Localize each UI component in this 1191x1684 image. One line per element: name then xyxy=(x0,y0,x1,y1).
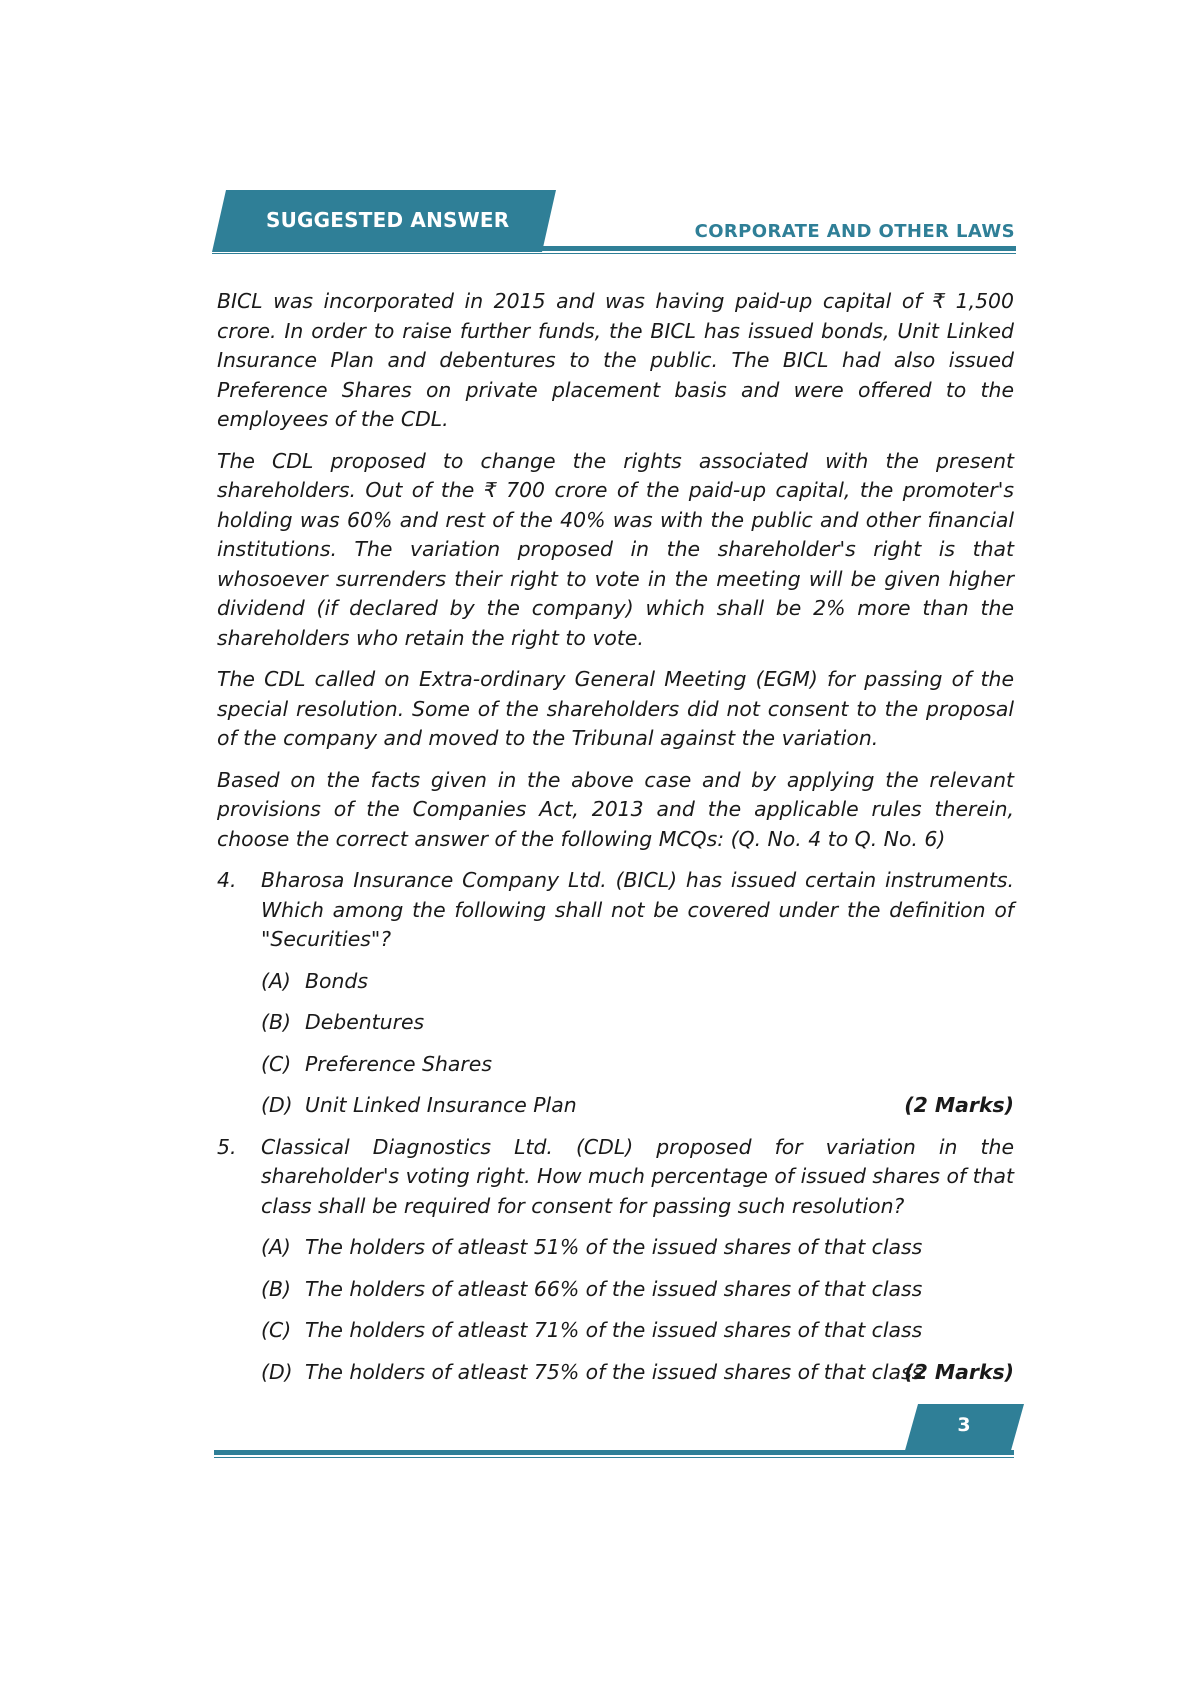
header-rule-thick xyxy=(540,246,1016,251)
case-paragraph-3: The CDL called on Extra-ordinary General Meeting (EGM) for passing of the special resolution. Some of the shareholders did not consent to the proposal of the company and moved to the Tribunal against the variation. xyxy=(217,667,1014,750)
option-label: (D) xyxy=(261,1093,293,1117)
question-4-option-c xyxy=(217,1050,1014,1080)
option-text: The holders of atleast 71% of the issued shares of that class xyxy=(305,1318,923,1342)
question-4-option-a xyxy=(217,967,1014,997)
footer-rule-thin xyxy=(214,1457,1014,1458)
option-text: The holders of atleast 66% of the issued shares of that class xyxy=(305,1276,923,1301)
option-text: Bonds xyxy=(305,968,368,993)
case-paragraph-1: BICL was incorporated in 2015 and was having paid-up capital of ₹ 1,500 crore. In order to raise further funds, the BICL has issued bonds, Unit Linked Insurance Plan and debentures to the public. The BICL had also issued Preference Shares on private placement basis and were offered to the employees of the CDL. xyxy=(217,289,1014,431)
page-number: 3 xyxy=(957,1414,971,1436)
question-5-option-d xyxy=(217,1358,1014,1388)
option-text: The holders of atleast 51% of the issued shares of that class xyxy=(305,1235,923,1259)
question-number: 4. xyxy=(217,868,237,892)
question-number: 5. xyxy=(217,1134,237,1159)
case-paragraph-4: Based on the facts given in the above case and by applying the relevant provisions of the Companies Act, 2013 and the applicable rules therein, choose the correct answer of the following MCQs: (Q. No. 4 to Q. No. 6) xyxy=(217,767,1014,851)
header-rule-thin xyxy=(212,253,1016,254)
header-right-title: CORPORATE AND OTHER LAWS xyxy=(694,221,1015,242)
option-text: Unit Linked Insurance Plan xyxy=(305,1093,577,1117)
question-text: Bharosa Insurance Company Ltd. (BICL) has issued certain instruments. Which among the following shall not be covered under the definition of "Securities"? xyxy=(261,868,1014,951)
option-text: Debentures xyxy=(305,1010,425,1034)
question-5 xyxy=(217,1133,1014,1222)
case-paragraph-2: The CDL proposed to change the rights associated with the present shareholders. Out of the ₹ 700 crore of the paid-up capital, the promoter's holding was 60% and rest of the 40% was with the public and other financial institutions. The variation proposed in the shareholder's right is that whosoever surrenders their right to vote in the meeting will be given higher dividend (if declared by the company) which shall be 2% more than the shareholders who retain the right to vote. xyxy=(217,448,1014,650)
option-label: (D) xyxy=(261,1359,293,1384)
option-label: (C) xyxy=(261,1318,292,1342)
question-5-option-c xyxy=(217,1316,1014,1346)
header-left-title: SUGGESTED ANSWER xyxy=(266,208,510,232)
document-body xyxy=(217,287,1014,1399)
question-5-option-a xyxy=(217,1233,1014,1263)
question-4 xyxy=(217,866,1014,955)
option-text: Preference Shares xyxy=(305,1051,492,1076)
option-label: (C) xyxy=(261,1051,292,1076)
question-4-option-b xyxy=(217,1008,1014,1038)
option-label: (B) xyxy=(261,1010,291,1034)
question-4-marks: (2 Marks) xyxy=(904,1093,1014,1117)
question-5-option-b xyxy=(217,1275,1014,1305)
question-4-option-d xyxy=(217,1091,1014,1121)
option-label: (A) xyxy=(261,1235,291,1259)
question-text: Classical Diagnostics Ltd. (CDL) proposed for variation in the shareholder's voting right. How much percentage of issued shares of that class shall be required for consent for passing such resolution? xyxy=(261,1134,1014,1218)
option-label: (A) xyxy=(261,968,291,993)
footer-rule-thick xyxy=(214,1450,1014,1455)
option-label: (B) xyxy=(261,1276,291,1301)
question-5-marks: (2 Marks) xyxy=(904,1359,1014,1384)
option-text: The holders of atleast 75% of the issued shares of that class xyxy=(305,1359,923,1384)
